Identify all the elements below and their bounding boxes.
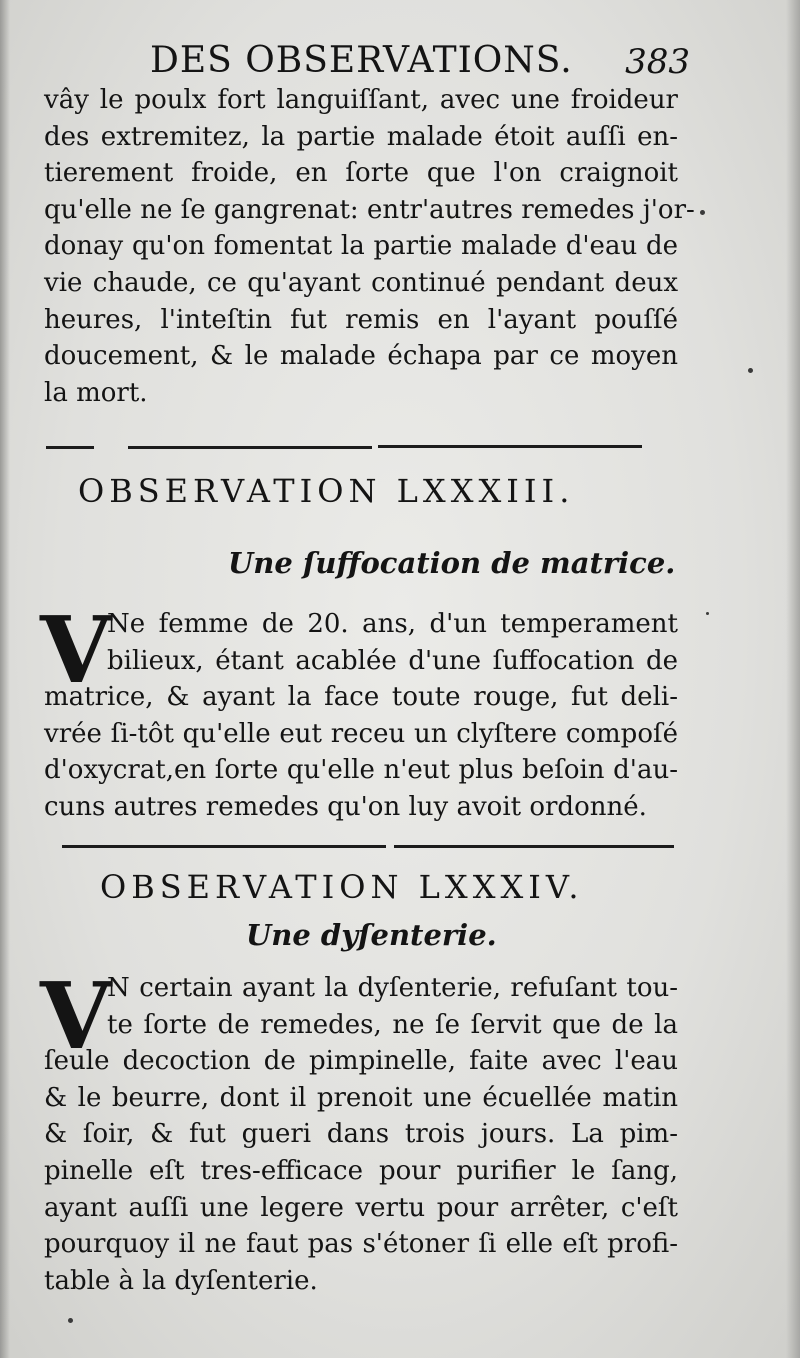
observation-83-paragraph: [44, 606, 678, 826]
text-line: pourquoy il ne faut pas s'étoner ſi elle eſt profi-: [44, 1229, 678, 1260]
observation-84-heading: OBSERVATION LXXXIV.: [100, 868, 584, 906]
ink-speck: [68, 1318, 73, 1323]
observation-83-subtitle: Une ſuffocation de matrice.: [228, 546, 676, 580]
observation-84-subtitle: Une dyſenterie.: [246, 918, 497, 952]
text-line: donay qu'on fomentat la partie malade d'eau de: [44, 231, 678, 262]
text-line: & ſoir, & fut gueri dans trois jours. La pim-: [44, 1119, 678, 1150]
section-divider: [62, 845, 386, 848]
observation-84-paragraph: [44, 970, 678, 1299]
text-line: ayant auſſi une legere vertu pour arrêter, c'eſt: [44, 1192, 678, 1223]
text-line: vie chaude, ce qu'ayant continué pendant deux: [44, 267, 678, 298]
text-line: te ſorte de remedes, ne ſe ſervit que de la: [107, 1009, 678, 1040]
text-line: matrice, & ayant la face toute rouge, fut deli-: [44, 682, 678, 713]
ink-speck: [748, 368, 753, 373]
text-line: bilieux, étant acablée d'une ſuffocation de: [107, 645, 678, 676]
text-line: ſeule decoction de pimpinelle, faite avec l'eau: [44, 1046, 678, 1077]
text-line: des extremitez, la partie malade étoit auſſi en-: [44, 121, 678, 152]
text-line: heures, l'inteſtin fut remis en l'ayant pouſſé: [44, 304, 678, 335]
ink-speck: [706, 612, 709, 615]
page-number: 383: [625, 42, 690, 82]
text-line: table à la dyſenterie.: [44, 1265, 318, 1296]
continuation-paragraph: [44, 82, 695, 411]
observation-83-heading: OBSERVATION LXXXIII.: [78, 472, 575, 510]
text-line: doucement, & le malade échapa par ce moyen: [44, 341, 678, 372]
observation-84-dropcap: V: [40, 962, 112, 1070]
text-line: Ne femme de 20. ans, d'un temperament: [107, 609, 678, 639]
text-line: la mort.: [44, 377, 148, 408]
section-divider: [378, 445, 642, 448]
text-line: cuns autres remedes qu'on luy avoit ordonné.: [44, 791, 647, 822]
running-head: DES OBSERVATIONS.: [150, 40, 573, 81]
text-line: qu'elle ne ſe gangrenat: entr'autres remedes j'or-: [44, 194, 695, 225]
section-divider: [394, 845, 674, 848]
text-line: vây le poulx fort languiſſant, avec une froideur: [44, 85, 678, 115]
section-divider: [46, 446, 94, 449]
section-divider: [128, 446, 372, 449]
text-line: N certain ayant la dyſenterie, refuſant tou-: [107, 973, 678, 1003]
text-line: vrée ſi-tôt qu'elle eut receu un clyſtere compoſé: [44, 718, 678, 749]
text-line: tierement froide, en ſorte que l'on craignoit: [44, 158, 678, 189]
ink-speck: [700, 210, 705, 215]
observation-83-dropcap: V: [40, 596, 112, 704]
text-line: & le beurre, dont il prenoit une écuellée matin: [44, 1082, 678, 1113]
text-line: pinelle eſt tres-efficace pour purifier le ſang,: [44, 1155, 678, 1186]
text-line: d'oxycrat,en ſorte qu'elle n'eut plus beſoin d'au-: [44, 755, 678, 786]
